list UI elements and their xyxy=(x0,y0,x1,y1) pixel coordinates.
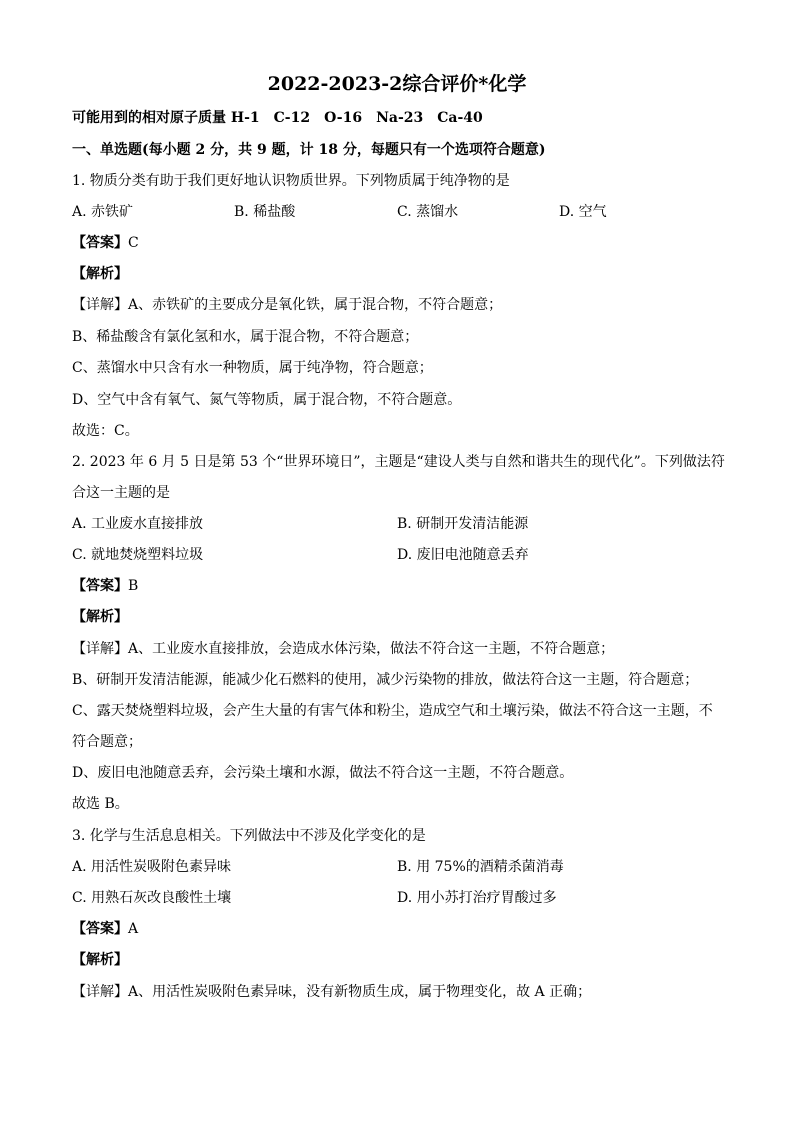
q2-detail-line: C、露天焚烧塑料垃圾，会产生大量的有害气体和粉尘，造成空气和土壤污染，做法不符合这一主题，不 xyxy=(72,703,713,719)
atomic-masses: 可能用到的相对原子质量 H-1 C-12 O-16 Na-23 Ca-40 xyxy=(72,110,483,126)
q1-detail-line: 【详解】A、赤铁矿的主要成分是氧化铁，属于混合物，不符合题意； xyxy=(72,297,503,313)
q2-answer xyxy=(72,576,722,596)
q1-option-a: A. 赤铁矿 xyxy=(72,204,134,220)
q2-option-a: A. 工业废水直接排放 xyxy=(72,516,204,532)
q3-option-b: B. 用 75%的酒精杀菌消毒 xyxy=(397,859,564,875)
q3-option-a: A. 用活性炭吸附色素异味 xyxy=(72,859,232,875)
q3-option-c: C. 用熟石灰改良酸性土壤 xyxy=(72,890,232,906)
q2-option-b: B. 研制开发清洁能源 xyxy=(397,516,529,532)
q2-option-d: D. 废旧电池随意丢弃 xyxy=(397,547,529,563)
q2-conclusion: 故选 B。 xyxy=(72,796,129,812)
answer-value: C xyxy=(128,235,139,251)
answer-label: 【答案】 xyxy=(72,235,128,251)
q1-detail-line: C、蒸馏水中只含有水一种物质，属于纯净物，符合题意； xyxy=(72,360,433,376)
q1-option-d: D. 空气 xyxy=(559,204,607,220)
q1-detail-line: B、稀盐酸含有氯化氢和水，属于混合物，不符合题意； xyxy=(72,329,419,345)
question-2-stem: 2. 2023 年 6 月 5 日是第 53 个“世界环境日”，主题是“建设人类与自然和谐共生的现代化”。下列做法符 xyxy=(72,454,725,470)
question-3-stem: 3. 化学与生活息息相关。下列做法中不涉及化学变化的是 xyxy=(72,828,426,844)
answer-label: 【答案】 xyxy=(72,921,128,937)
page-title: 2022-2023-2综合评价*化学 xyxy=(267,73,527,95)
q2-analysis-label: 【解析】 xyxy=(72,609,128,625)
q2-option-c: C. 就地焚烧塑料垃圾 xyxy=(72,547,204,563)
q1-option-b: B. 稀盐酸 xyxy=(234,204,296,220)
q1-detail-line: D、空气中含有氧气、氮气等物质，属于混合物，不符合题意。 xyxy=(72,392,462,408)
answer-value: A xyxy=(128,921,139,937)
q1-answer xyxy=(72,233,722,253)
q3-detail-line: 【详解】A、用活性炭吸附色素异味，没有新物质生成，属于物理变化，故 A 正确； xyxy=(72,984,592,1000)
answer-value: B xyxy=(128,578,139,594)
q2-detail-line: 【详解】A、工业废水直接排放，会造成水体污染，做法不符合这一主题，不符合题意； xyxy=(72,641,615,657)
answer-label: 【答案】 xyxy=(72,578,128,594)
q3-answer xyxy=(72,919,722,939)
q2-detail-line: 符合题意； xyxy=(72,734,142,750)
question-2-stem-cont: 合这一主题的是 xyxy=(72,485,170,501)
q3-option-d: D. 用小苏打治疗胃酸过多 xyxy=(397,890,557,906)
q2-detail-line: B、研制开发清洁能源，能减少化石燃料的使用，减少污染物的排放，做法符合这一主题，符合题意； xyxy=(72,672,699,688)
question-1-stem: 1. 物质分类有助于我们更好地认识物质世界。下列物质属于纯净物的是 xyxy=(72,173,510,189)
q1-analysis-label: 【解析】 xyxy=(72,266,128,282)
q1-conclusion: 故选：C。 xyxy=(72,423,139,439)
q1-option-c: C. 蒸馏水 xyxy=(397,204,459,220)
q2-detail-line: D、废旧电池随意丢弃，会污染土壤和水源，做法不符合这一主题，不符合题意。 xyxy=(72,765,574,781)
section-heading: 一、单选题(每小题 2 分，共 9 题，计 18 分，每题只有一个选项符合题意) xyxy=(72,142,546,158)
q3-analysis-label: 【解析】 xyxy=(72,952,128,968)
